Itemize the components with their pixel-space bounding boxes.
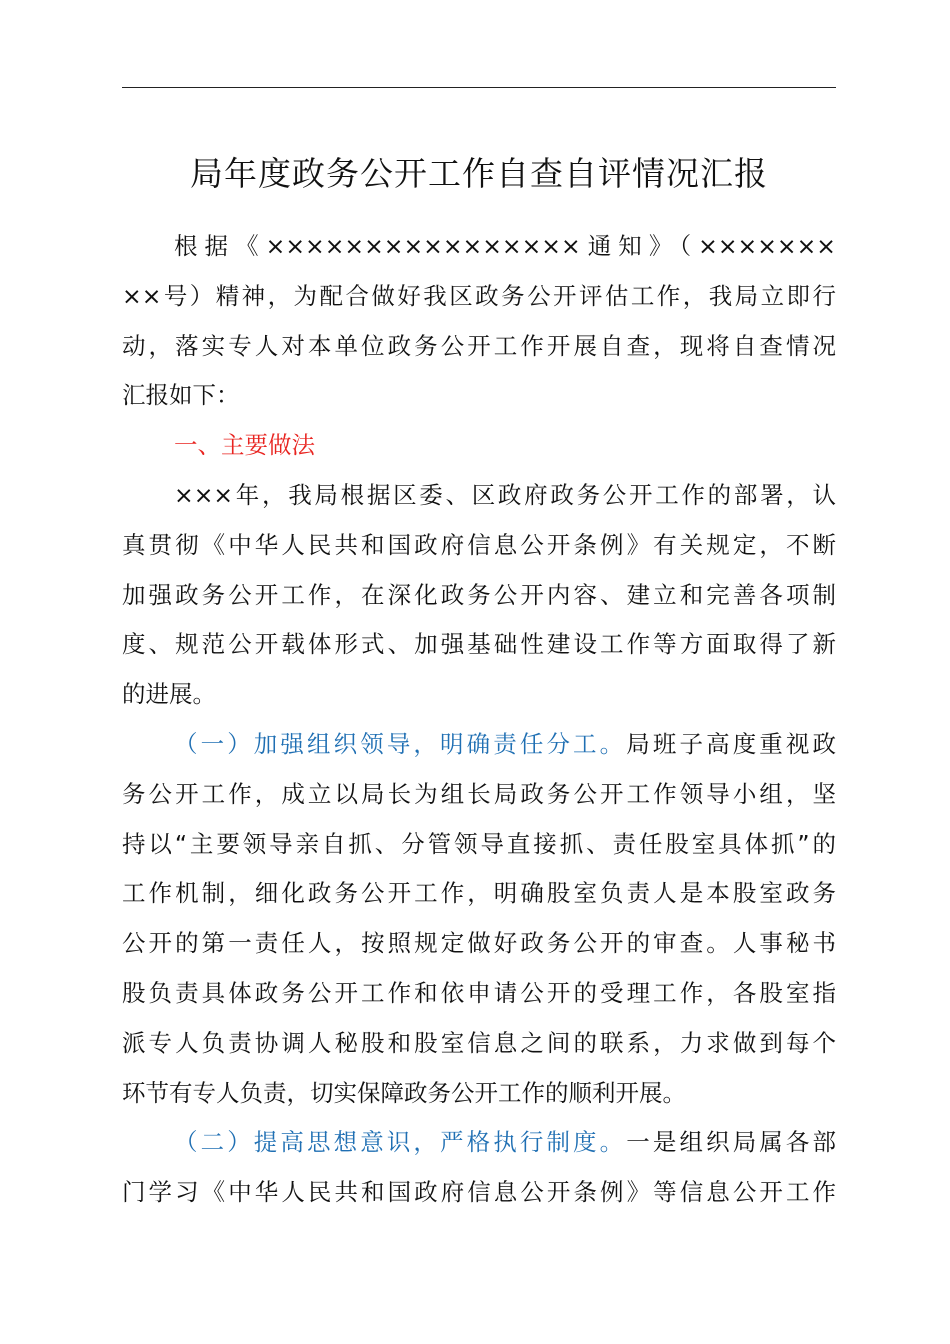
document-body [122,222,836,1218]
sub1-first-line-text: 局班子高度重视政 [626,729,836,758]
section1-line: 度、规范公开载体形式、加强基础性建设工作等方面取得了新 [122,630,836,659]
document-title: 局年度政务公开工作自查自评情况汇报 [190,154,768,193]
sub1-heading: （一）加强组织领导，明确责任分工。 [174,729,627,758]
section1-line: 的进展。 [122,680,216,709]
sub2-line: 门学习《中华人民共和国政府信息公开条例》等信息公开工作 [122,1178,836,1207]
sub1-line: 持以“主要领导亲自抓、分管领导直接抓、责任股室具体抓”的 [122,829,836,858]
sub2-heading: （二）提高思想意识，严格执行制度。 [174,1128,627,1157]
intro-line: 汇报如下： [122,381,240,410]
sub1-line: 公开的第一责任人，按照规定做好政务公开的审查。人事秘书 [122,929,836,958]
section-heading: 一、主要做法 [174,431,315,460]
sub1-line: 环节有专人负责，切实保障政务公开工作的顺利开展。 [122,1078,686,1107]
sub2-first-line [122,1118,836,1168]
sub1-line: 工作机制，细化政务公开工作，明确股室负责人是本股室政务 [122,879,836,908]
sub1-line: 派专人负责协调人秘股和股室信息之间的联系，力求做到每个 [122,1028,836,1057]
sub1-line: 股负责具体政务公开工作和依申请公开的受理工作，各股室指 [122,978,836,1007]
section1-line: 真贯彻《中华人民共和国政府信息公开条例》有关规定，不断 [122,530,836,559]
header-rule [122,87,836,88]
section1-line: ×××年，我局根据区委、区政府政务公开工作的部署，认 [174,480,836,509]
section1-line: 加强政务公开工作，在深化政务公开内容、建立和完善各项制 [122,580,836,609]
sub1-first-line [122,720,836,770]
sub1-line: 务公开工作，成立以局长为组长局政务公开工作领导小组，坚 [122,779,836,808]
sub2-first-line-text: 一是组织局属各部 [626,1128,836,1157]
intro-line: 动，落实专人对本单位政务公开工作开展自查，现将自查情况 [122,331,836,360]
intro-line: ××号）精神，为配合做好我区政务公开评估工作，我局立即行 [122,281,836,310]
intro-line: 根据《××××××××××××××××通知》（××××××× [174,232,836,260]
